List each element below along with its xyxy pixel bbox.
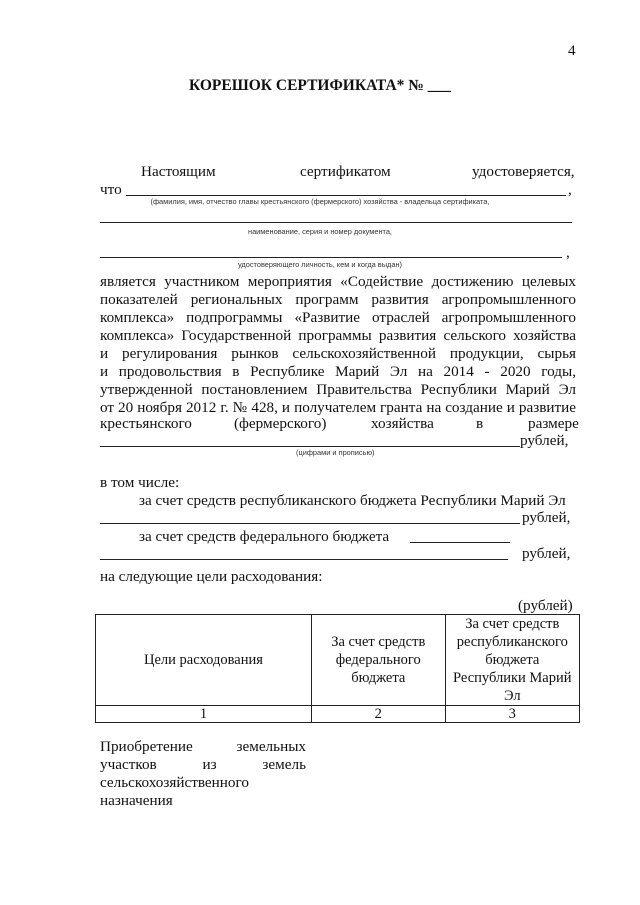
col-number: 3: [445, 706, 579, 723]
republican-budget-label: за счет средств республиканского бюджета Республики Марий Эл: [139, 492, 566, 509]
amount-word-4: в: [476, 415, 484, 432]
body-line: от 20 ноября 2012 г. № 428, и получателем гранта на создание и развитие: [100, 399, 576, 416]
intro-word-1: Настоящим: [141, 163, 216, 180]
goals-table: [95, 614, 580, 723]
purpose-text: [100, 738, 306, 810]
header-goals: Цели расходования: [96, 615, 312, 706]
federal-budget-label: за счет средств федерального бюджета: [139, 528, 390, 545]
amount-caption: (цифрами и прописью): [296, 448, 375, 457]
table-number-row: [96, 706, 580, 723]
grant-amount-line: [100, 446, 520, 447]
body-line: комплекса» Государственной программы развития сельского хозяйства: [100, 327, 576, 344]
intro-comma-1: ,: [568, 181, 572, 198]
document-caption: наименование, серия и номер документа,: [247, 227, 392, 236]
purpose-line: сельскохозяйственного: [100, 774, 249, 791]
issued-caption: удостоверяющего личность, кем и когда выдан): [237, 260, 403, 269]
amount-rub: рублей,: [520, 432, 569, 449]
col-number: 1: [96, 706, 312, 723]
body-line: комплекса» подпрограммы «Развитие отраслей агропромышленного: [100, 309, 576, 326]
purpose-line: назначения: [100, 792, 173, 809]
purpose-line: Приобретение земельных: [100, 738, 306, 755]
body-line: утвержденной постановлением Правительства Республики Марий Эл: [100, 381, 576, 398]
amount-word-3: хозяйства: [371, 415, 434, 432]
col-number: 2: [311, 706, 445, 723]
intro-comma-2: ,: [566, 244, 570, 261]
amount-word-2: (фермерского): [234, 415, 327, 432]
amount-word-1: крестьянского: [100, 415, 192, 432]
header-republican: За счет средств республиканского бюджета Республики Марий Эл: [445, 615, 579, 706]
intro-word-3: удостоверяется,: [472, 163, 575, 180]
document-line: [100, 222, 572, 223]
republican-amount-line: [100, 523, 520, 524]
body-line: показателей региональных программ развития агропромышленного: [100, 291, 576, 308]
federal-rub: рублей,: [522, 545, 571, 562]
purpose-line: участков из земель: [100, 756, 306, 773]
goals-intro: на следующие цели расходования:: [100, 568, 323, 585]
body-line: и регулирования рынков сельскохозяйственной продукции, сырья: [100, 345, 576, 362]
republican-rub: рублей,: [522, 509, 571, 526]
header-federal: За счет средств федерального бюджета: [311, 615, 445, 706]
issued-line: [100, 257, 562, 258]
intro-word-2: сертификатом: [300, 163, 391, 180]
owner-name-caption: (фамилия, имя, отчество главы крестьянского (фермерского) хозяйства - владельца сертификата,: [150, 197, 490, 206]
intro-what: что: [100, 181, 122, 198]
table-header-row: [96, 615, 580, 706]
page-title: КОРЕШОК СЕРТИФИКАТА* № ___: [188, 77, 452, 94]
owner-name-line: [126, 195, 566, 196]
body-line: и продовольствия в Республике Марий Эл на 2014 - 2020 годы,: [100, 363, 576, 380]
body-line: является участником мероприятия «Содействие достижению целевых: [100, 273, 576, 290]
amount-word-5: размере: [528, 415, 579, 432]
federal-amount-line-1: [410, 542, 510, 543]
federal-amount-line-2: [100, 559, 508, 560]
page-number: 4: [568, 42, 576, 59]
including-label: в том числе:: [100, 474, 180, 491]
units-label: (рублей): [518, 597, 573, 614]
